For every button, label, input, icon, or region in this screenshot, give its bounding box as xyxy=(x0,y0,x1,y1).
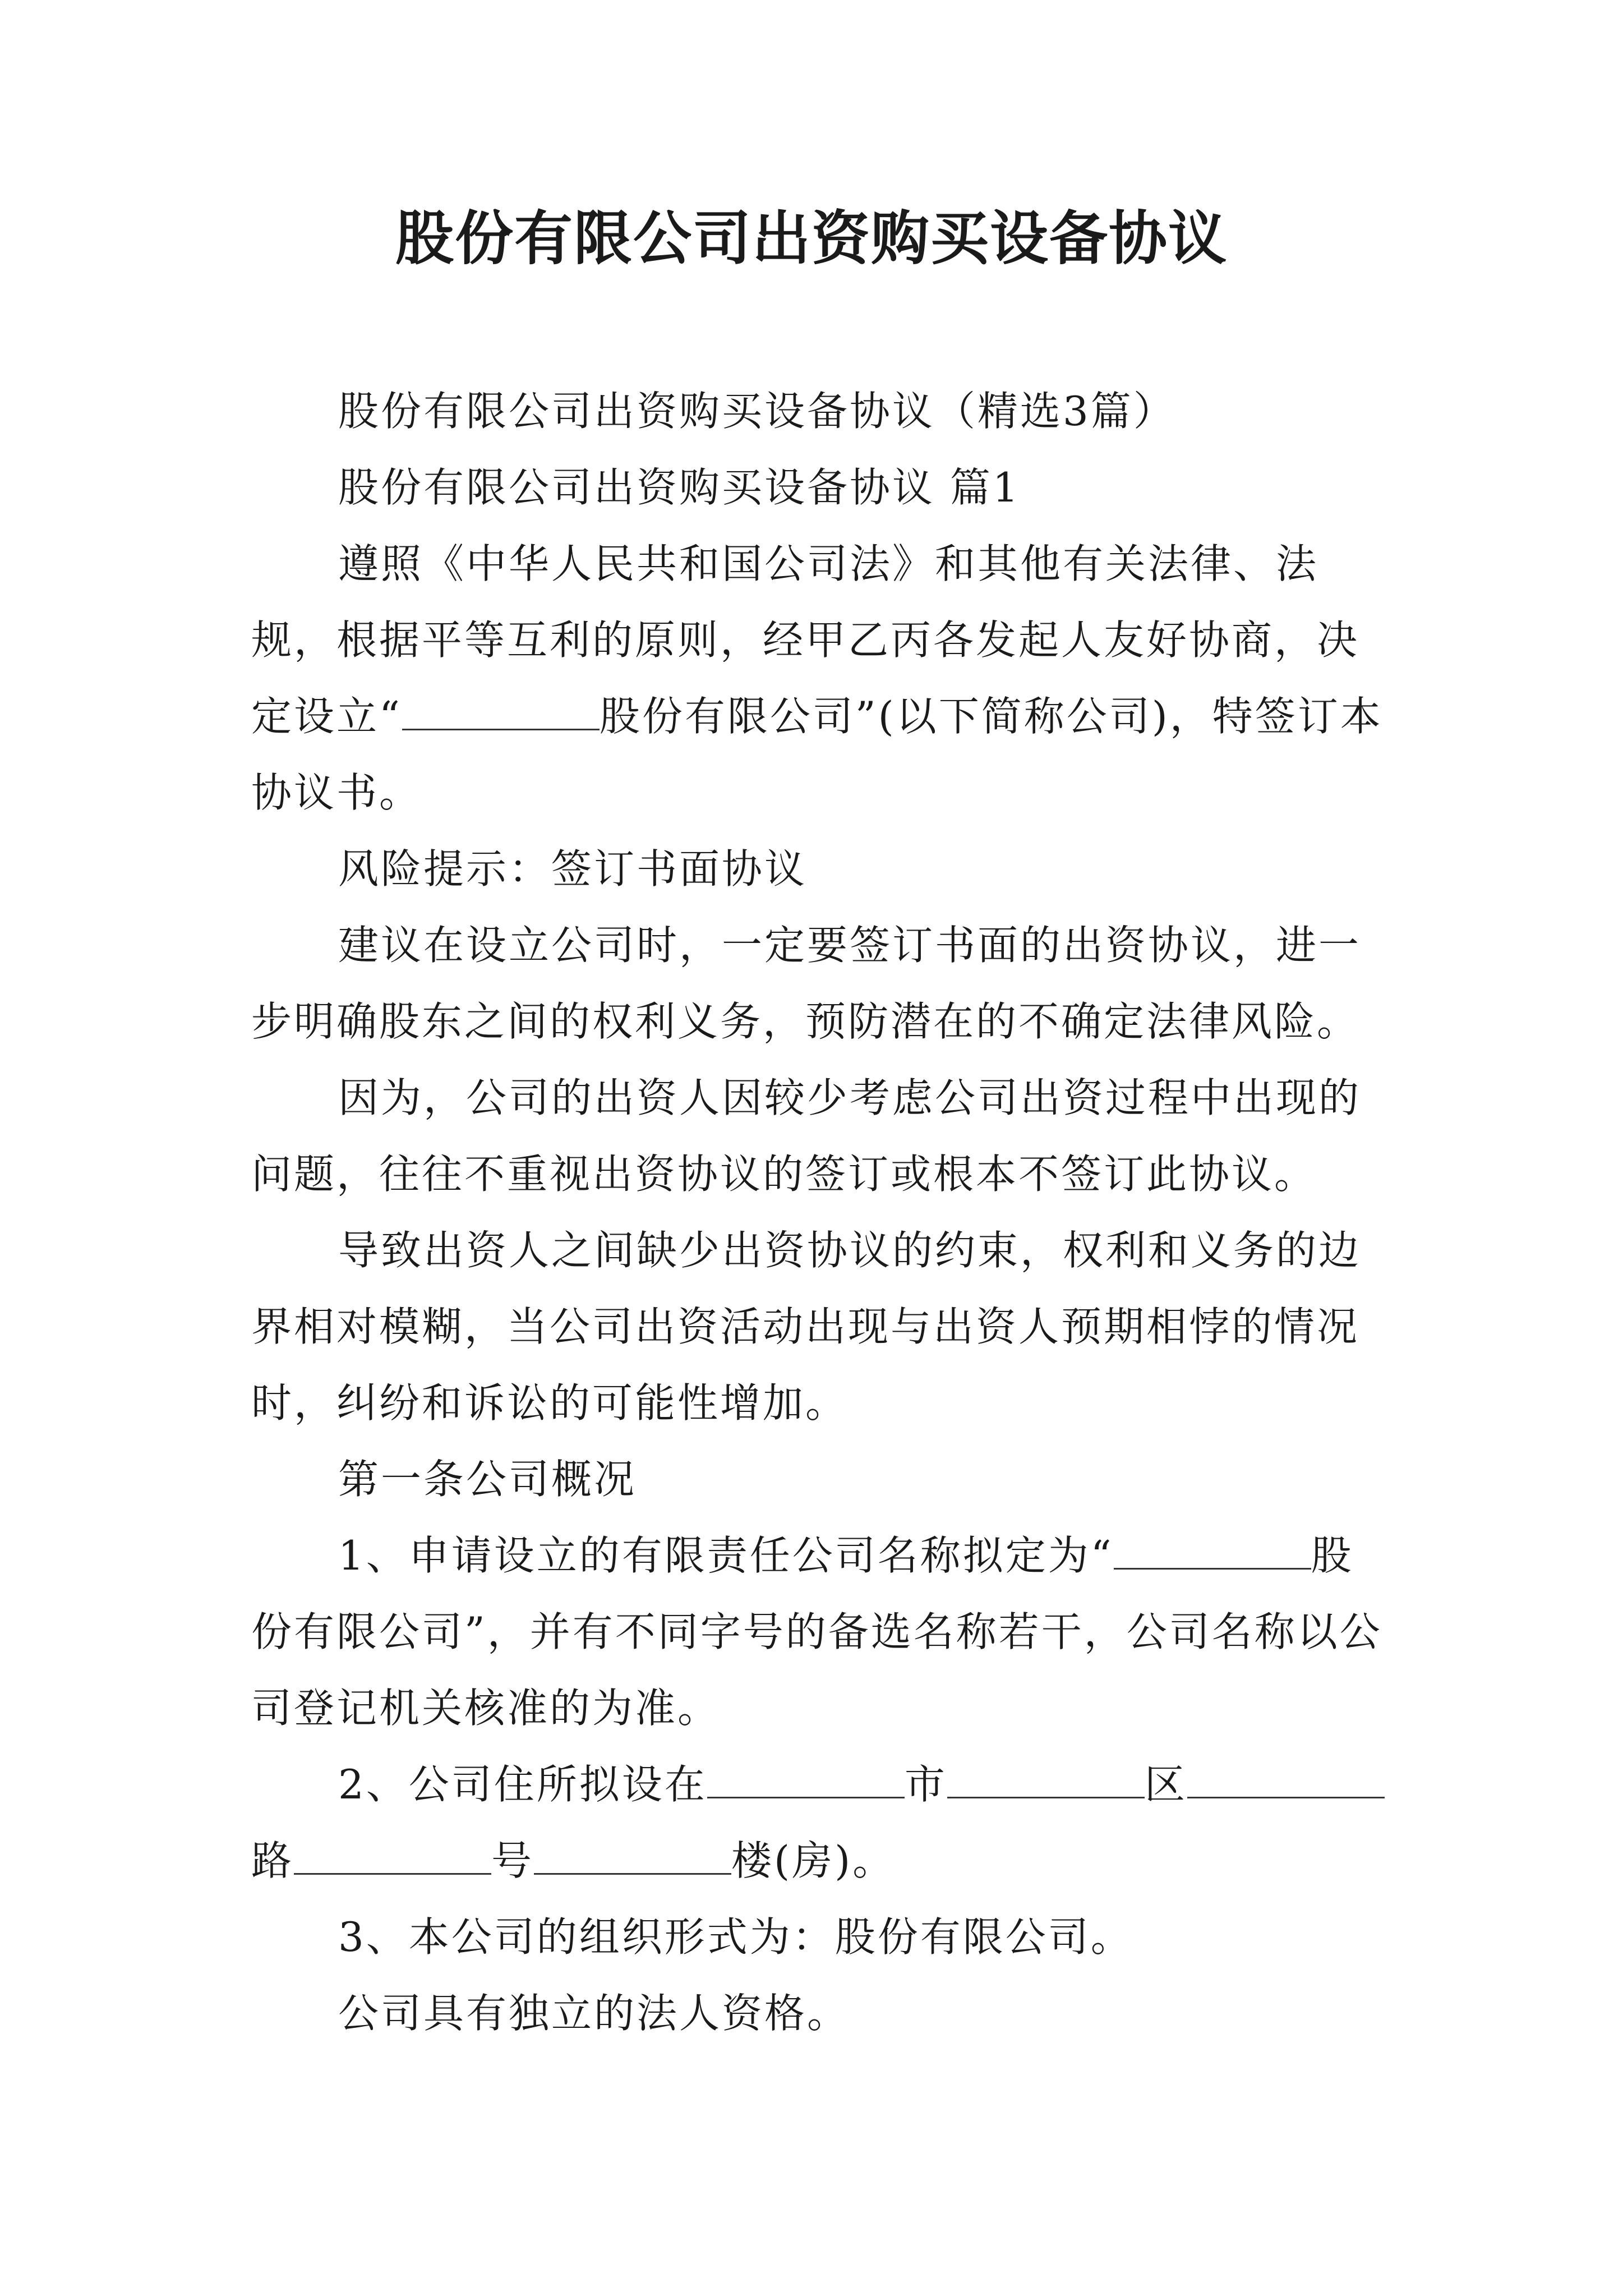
blank-number xyxy=(294,1837,491,1875)
paragraph-clause-1 xyxy=(251,1517,1390,1746)
paragraph-risk-advice: 建议在设立公司时，一定要签订书面的出资协议，进一步明确股东之间的权利义务，预防潜在的不确定法律风险。 xyxy=(251,922,1362,1045)
clause-2-district-label: 区 xyxy=(1144,1761,1187,1808)
clause-2-city-label: 市 xyxy=(904,1761,947,1808)
paragraph-article-1-heading: 第一条公司概况 xyxy=(338,1456,637,1503)
clause-1-text-2: 股份有限公司”，并有不同字号的备选名称若干，公司名称以公司登记机关核准的为准。 xyxy=(251,1532,1382,1732)
paragraph-risk-heading: 风险提示：签订书面协议 xyxy=(338,845,808,892)
paragraph-section-heading: 股份有限公司出资购买设备协议 篇1 xyxy=(338,464,1021,511)
paragraph-legal-person: 公司具有独立的法人资格。 xyxy=(338,1990,850,2037)
paragraph-preamble xyxy=(251,526,1390,831)
paragraph-clause-3: 3、本公司的组织形式为：股份有限公司。 xyxy=(338,1913,1133,1961)
blank-road xyxy=(1187,1761,1385,1798)
preamble-text-1: 遵照《中华人民共和国公司法》和其他有关法律、法规，根据平等互利的原则，经甲乙丙各发起人友好协商，决定设立“ xyxy=(251,540,1360,740)
document-title: 股份有限公司出资购买设备协议 xyxy=(395,204,1228,273)
clause-2-building-label: 楼(房)。 xyxy=(731,1837,896,1884)
clause-1-text-1: 1、申请设立的有限责任公司名称拟定为“ xyxy=(338,1532,1114,1579)
preamble-text-2: 股份有限公司”(以下简称公司)，特签订本协议书。 xyxy=(251,693,1383,816)
clause-2-number-label: 号 xyxy=(491,1837,534,1884)
blank-building xyxy=(534,1837,731,1875)
clause-2-text-1: 2、公司住所拟设在 xyxy=(338,1761,707,1808)
blank-city xyxy=(707,1761,905,1798)
document-body xyxy=(251,373,1390,2051)
blank-company-name-2 xyxy=(1114,1532,1311,1570)
blank-district xyxy=(947,1761,1145,1798)
blank-company-name xyxy=(402,693,600,730)
paragraph-subtitle: 股份有限公司出资购买设备协议（精选3篇） xyxy=(338,388,1176,435)
paragraph-reason: 因为，公司的出资人因较少考虑公司出资过程中出现的问题，往往不重视出资协议的签订或根本不签订此协议。 xyxy=(251,1074,1362,1198)
clause-2-road-label: 路 xyxy=(251,1837,294,1884)
paragraph-clause-2 xyxy=(251,1746,1390,1899)
paragraph-consequence: 导致出资人之间缺少出资协议的约束，权利和义务的边界相对模糊，当公司出资活动出现与出资人预期相悖的情况时，纠纷和诉讼的可能性增加。 xyxy=(251,1227,1362,1427)
